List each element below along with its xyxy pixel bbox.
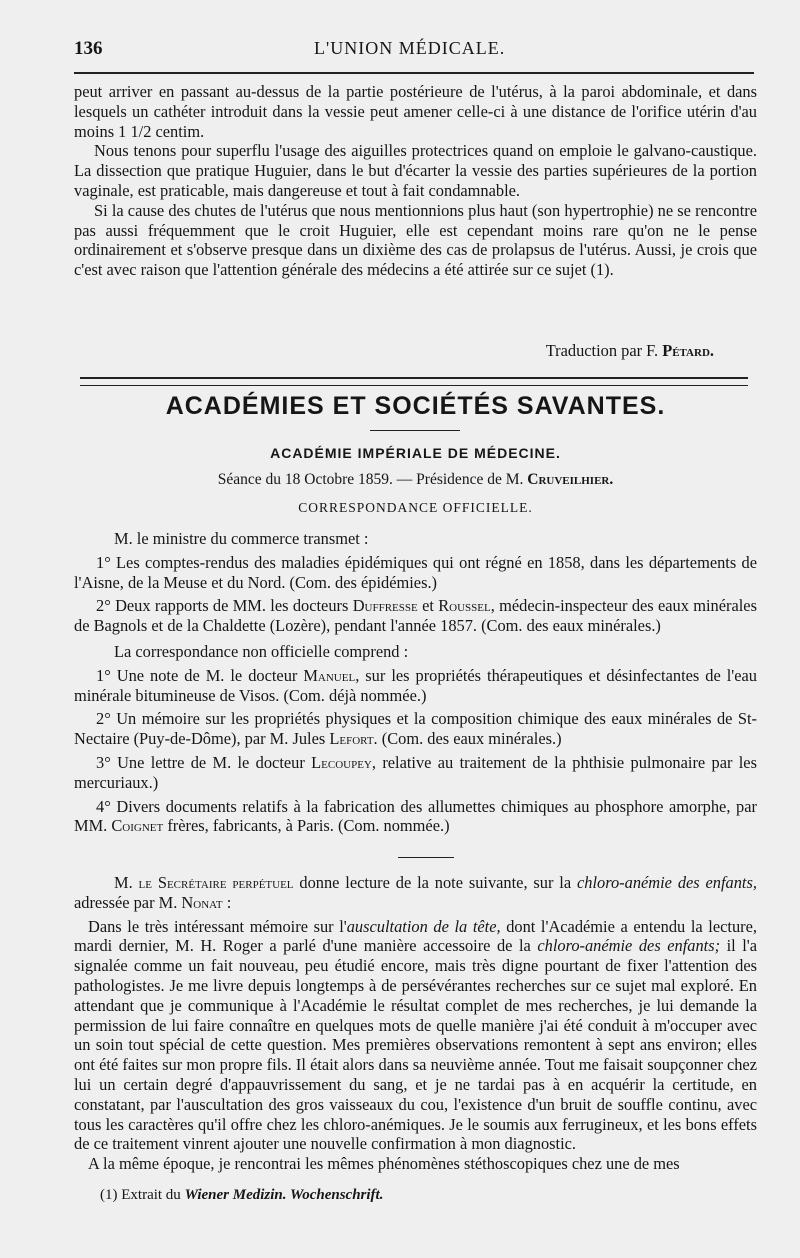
topic-italic: chloro-anémie des enfants, [576,873,757,892]
intro-paragraph: Nous tenons pour superflu l'usage des aiguilles protectrices quand on emploie le galvano-caustique. La dissection que pratique Huguier, dans le but d'écarter la vessie des parties supérieures de la portion vaginale, est praticable, mais dangereuse et tout à fait condamnable. [74,141,757,200]
intro-text [74,82,757,280]
note-text-span: M. [114,873,133,892]
topic-italic: chloro-anémie des enfants; [537,936,721,956]
intro-paragraph: Si la cause des chutes de l'utérus que nous mentionnions plus haut (son hypertrophie) ne se rencontre pas aussi fréquemment que le croit Huguier, elle est cependant moins rare qu'on ne le pense ordinairement et s'observe presque dans un dixième des cas de prolapsus de l'utérus. Aussi, je crois que c'est avec raison que l'attention générale des médecins a été attirée sur ce sujet (1). [74,200,757,280]
page-number: 136 [74,38,103,59]
section-title: ACADÉMIES ET SOCIÉTÉS SAVANTES. [165,392,666,420]
author-name: Nonat : [181,892,232,912]
running-title: L'UNION MÉDICALE. [314,38,506,58]
section-divider [80,377,748,386]
note-text-span: donne lecture de la note suivante, sur la [299,873,572,892]
academy-subtitle: ACADÉMIE IMPÉRIALE DE MÉDECINE. [270,445,561,461]
author-name: Lefort. [329,729,378,749]
translator-name: Pétard. [662,341,714,360]
note-text-span: Dans le très intéressant mémoire sur l' [88,916,347,936]
note-text-span: il l'a signalée comme un fait nouveau, peu étudié encore, mais très digne pourtant de fixer l'attention des pathologistes. Je me livre depuis longtemps à de persévérantes recherches sur ce sujet mal exploré. En attendant que je communique à l'Académie le résultat complet de mes recherches, je lui demande la permission de lui faire connaître en quelques mots de quelle manière j'ai été conduit à m'occuper avec un soin tout spécial de cette question. Mes premières observations remontent à sept ans environ; elles ont été faites sur mon propre fils. Il était alors dans sa neuvième année. Tout me faisait soupçonner chez lui un certain degré d'appauvrissement du sang, et je ne tardai pas à en acquérir la certitude, en constatant, par l'auscultation des gros vaisseaux du cou, l'existence d'un bruit de souffle continu, avec tous les caractères qu'il offre chez les chloro-anémiques. Je le soumis aux ferrugineux, et les bons effets de ce traitement vinrent ajouter une nouvelle confirmation à mon diagnostic. [74,936,757,1154]
minister-line: M. le ministre du commerce transmet : [114,529,369,548]
doctor-name: Lecoupey, [311,752,376,772]
correspondence-heading: CORRESPONDANCE OFFICIELLE. [298,500,533,515]
translator-signature [74,341,714,361]
doctor-name: Roussel, [438,596,495,616]
unofficial-intro: La correspondance non officielle comprend : [114,641,409,661]
intro-paragraph: peut arriver en passant au-dessus de la partie postérieure de l'utérus, à la paroi abdominale, et dans lesquels un cathéter introduit dans la vessie peut amener celle-ci à une distance de l'orifice utérin d'au moins 1 1/2 centim. [74,82,757,141]
item-text: 1° Une note de M. le docteur [96,665,298,685]
footnote-source: Wiener Medizin. Wochenschrift. [184,1187,384,1203]
doctor-name: Manuel, [303,665,360,685]
item-text: relative au traitement de la phthisie pulmonaire par les mercuriaux.) [74,752,757,792]
item-text: sur les propriétés thérapeutiques et désinfectantes de l'eau minérale bitumineuse de Visos. (Com. déjà nommée.) [74,665,757,705]
item-text: 2° Un mémoire sur les propriétés physiques et la composition chimique des eaux minérales de St-Nectaire (Puy-de-Dôme), par M. Jules [74,709,757,749]
note-text-span: dont l'Académie a entendu la lecture, mardi dernier, M. H. Roger a parlé d'une manière accessoire de la [74,916,757,956]
title-underline [370,430,460,431]
unofficial-item [74,753,757,793]
unofficial-item [74,797,757,837]
secretary-title: le Secrétaire perpétuel [138,873,294,892]
note-text-span: adressée par M. [74,892,178,912]
unofficial-item [74,666,757,706]
item-text: (Com. des eaux minérales.) [381,729,562,749]
session-text: Séance du 18 Octobre 1859. — Présidence de M. [217,471,524,488]
unofficial-item [74,709,757,749]
company-name: Coignet [111,816,164,836]
doctor-name: Duffresse [352,596,418,616]
footnote [100,1187,740,1204]
official-item: 1° Les comptes-rendus des maladies épidémiques qui ont régné en 1858, dans les départements de l'Aisne, de la Meuse et du Nord. (Com. des épidémies.) [74,552,757,592]
signature-prefix: Traduction par F. [545,341,659,360]
item-text: médecin-inspecteur des eaux minérales de Bagnols et de la Chaldette (Lozère), pendant l'année 1857. (Com. des eaux minérales.) [74,596,757,636]
item-text: 2° Deux rapports de MM. les docteurs [96,596,349,616]
note-text [74,873,757,1174]
note-intro [74,873,757,913]
official-item [74,596,757,636]
item-text: 4° Divers documents relatifs à la fabrication des allumettes chimiques au phosphore amorphe, par MM. [74,796,757,836]
item-text: 3° Une lettre de M. le docteur [96,752,305,772]
memoir-title-italic: auscultation de la tête, [346,916,501,936]
header-rule [74,72,754,74]
item-text: frères, fabricants, à Paris. (Com. nommée.) [167,816,450,836]
footnote-text: (1) Extrait du [100,1187,181,1203]
president-name: Cruveilhier. [527,471,614,488]
correspondence-list [74,529,757,836]
session-line [74,471,757,489]
note-divider [398,857,454,858]
note-paragraph [74,917,757,1155]
note-paragraph: A la même époque, je rencontrai les mêmes phénomènes stéthoscopiques chez une de mes [88,1154,680,1174]
page-header [74,38,754,64]
item-text: et [422,596,434,616]
